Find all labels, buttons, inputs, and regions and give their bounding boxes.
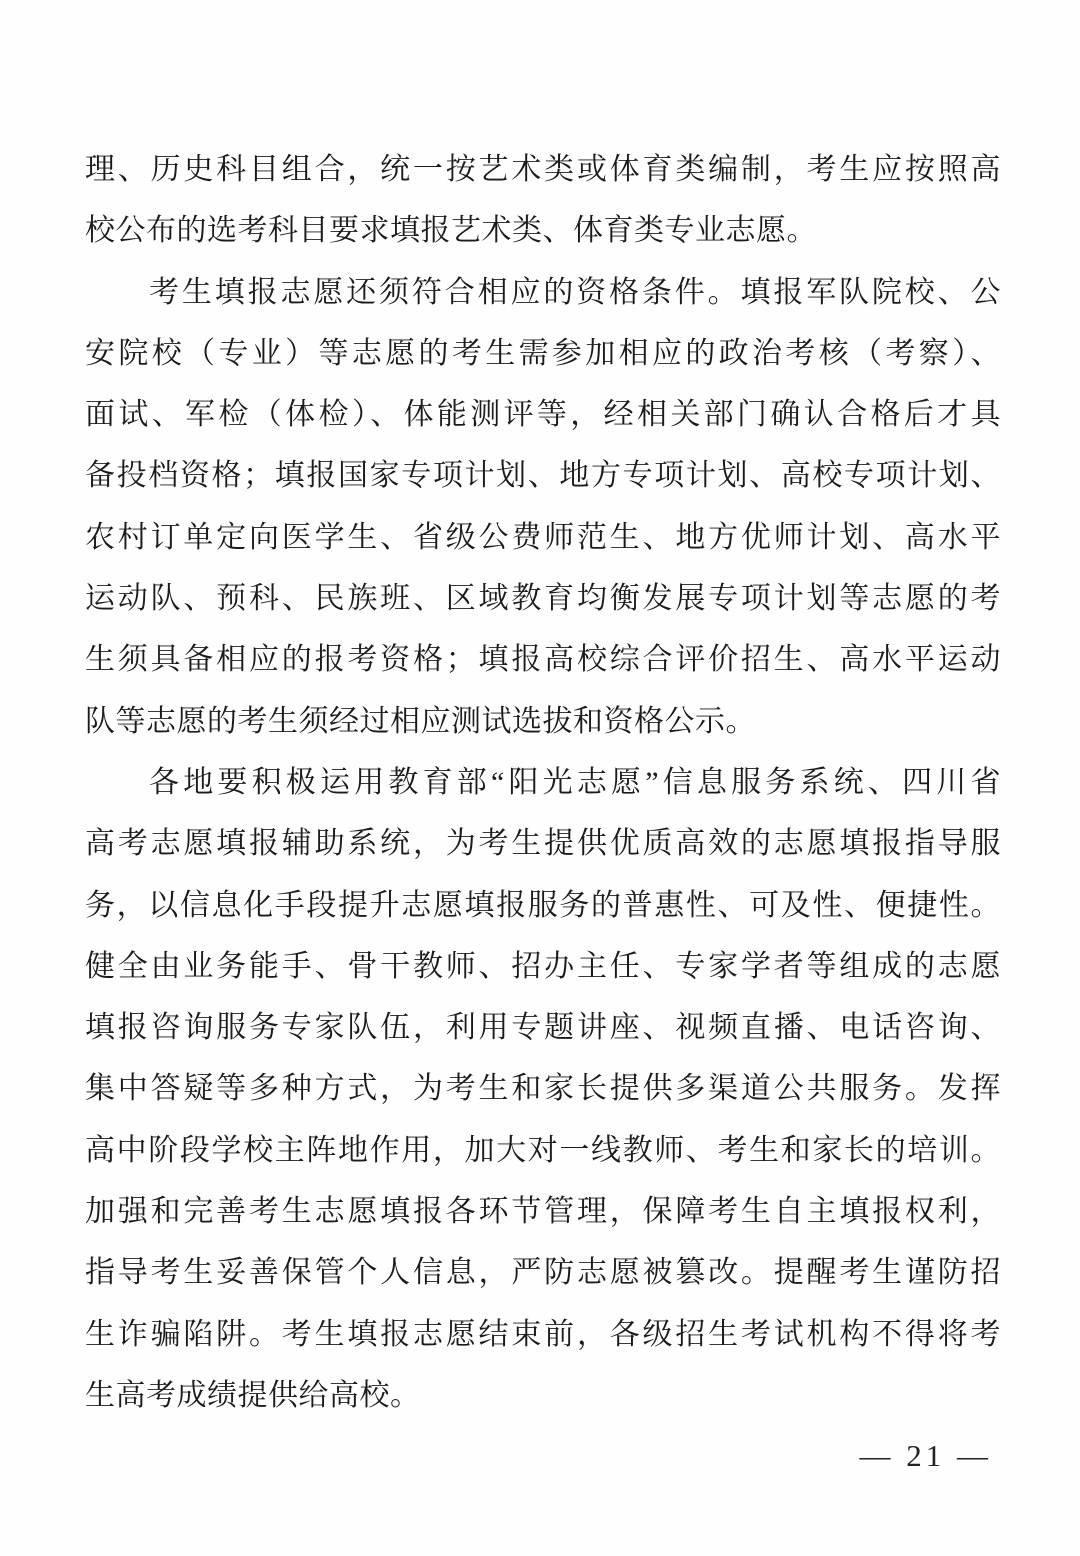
text-line: 务，以信息化手段提升志愿填报服务的普惠性、可及性、便捷性。 <box>85 888 1001 922</box>
text-line: 生须具备相应的报考资格；填报高校综合评价招生、高水平运动 <box>85 643 1001 677</box>
text-line: 高中阶段学校主阵地作用，加大对一线教师、考生和家长的培训。 <box>85 1133 1001 1167</box>
text-line: 高考志愿填报辅助系统，为考生提供优质高效的志愿填报指导服 <box>85 827 1001 861</box>
page-number: — 21 — <box>859 1438 992 1473</box>
text-line: 农村订单定向医学生、省级公费师范生、地方优师计划、高水平 <box>85 520 1001 554</box>
text-line: 备投档资格；填报国家专项计划、地方专项计划、高校专项计划、 <box>85 459 1001 493</box>
text-line: 指导考生妥善保管个人信息，严防志愿被篡改。提醒考生谨防招 <box>85 1256 1001 1290</box>
text-line: 安院校（专业）等志愿的考生需参加相应的政治考核（考察）、 <box>85 336 1001 370</box>
document-body <box>85 139 1001 1426</box>
text-line: 面试、军检（体检）、体能测评等，经相关部门确认合格后才具 <box>85 398 1001 432</box>
text-line: 集中答疑等多种方式，为考生和家长提供多渠道公共服务。发挥 <box>85 1072 1001 1106</box>
text-line: 理、历史科目组合，统一按艺术类或体育类编制，考生应按照高 <box>85 153 1001 186</box>
text-line: 加强和完善考生志愿填报各环节管理，保障考生自主填报权利， <box>85 1195 1001 1229</box>
text-line: 校公布的选考科目要求填报艺术类、体育类专业志愿。 <box>85 214 817 248</box>
text-line: 生高考成绩提供给高校。 <box>85 1378 421 1412</box>
text-line: 队等志愿的考生须经过相应测试选拔和资格公示。 <box>85 704 756 738</box>
text-line: 生诈骗陷阱。考生填报志愿结束前，各级招生考试机构不得将考 <box>85 1317 1001 1351</box>
text-line: 考生填报志愿还须符合相应的资格条件。填报军队院校、公 <box>149 275 1001 309</box>
text-line: 健全由业务能手、骨干教师、招办主任、专家学者等组成的志愿 <box>85 949 1001 983</box>
text-line: 各地要积极运用教育部“阳光志愿”信息服务系统、四川省 <box>149 765 1001 799</box>
text-line: 填报咨询服务专家队伍，利用专题讲座、视频直播、电话咨询、 <box>85 1011 1001 1045</box>
text-line: 运动队、预科、民族班、区域教育均衡发展专项计划等志愿的考 <box>85 582 1001 616</box>
